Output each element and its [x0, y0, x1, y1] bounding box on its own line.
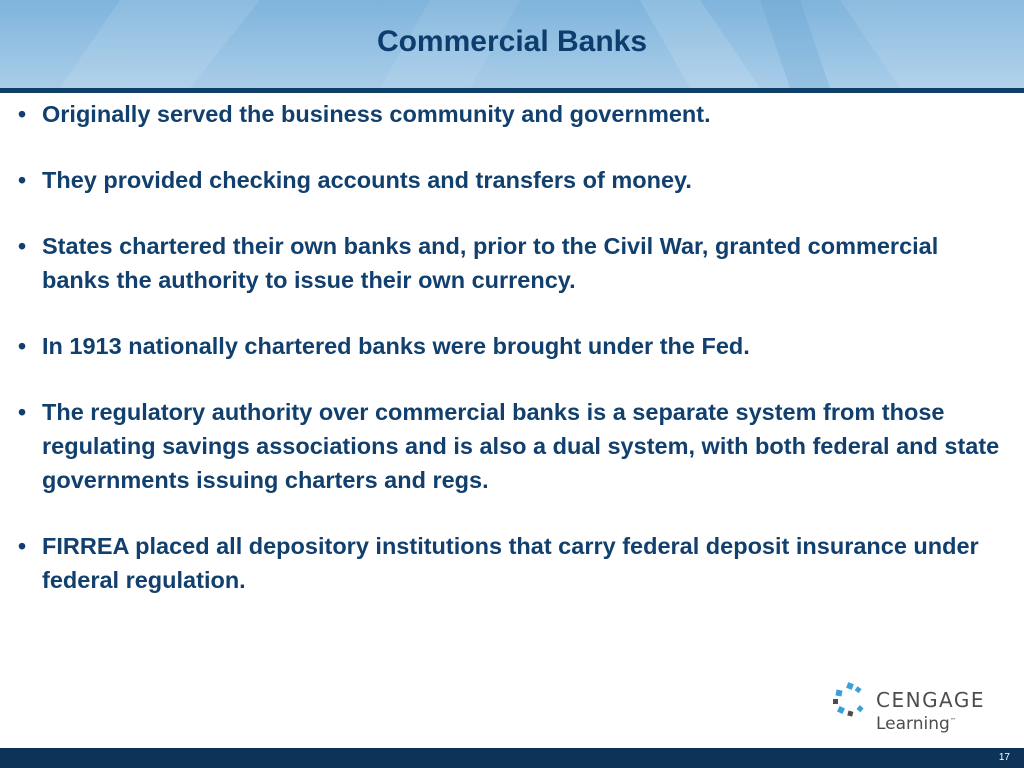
bullet-text: The regulatory authority over commercial banks is a separate system from those regulating savings associations and is also a dual system, with both federal and state governments issuing charters and regs.	[42, 399, 1000, 493]
logo-sub-text: Learning	[876, 714, 950, 734]
bullet-item	[18, 163, 1002, 197]
bullet-text: Originally served the business community and government.	[42, 101, 711, 127]
bullet-marker: •	[18, 399, 27, 425]
logo-trademark: ™	[949, 717, 956, 725]
bullet-marker: •	[18, 233, 27, 259]
bullet-text: FIRREA placed all depository institutions that carry federal deposit insurance under federal regulation.	[42, 533, 979, 593]
footer-bar	[0, 748, 1024, 768]
bullet-item	[18, 529, 1002, 597]
bullet-list	[18, 97, 1002, 629]
bullet-text: In 1913 nationally chartered banks were brought under the Fed.	[42, 333, 750, 359]
page-number: 17	[998, 752, 1010, 763]
bullet-marker: •	[18, 167, 27, 193]
bullet-marker: •	[18, 533, 27, 559]
bullet-marker: •	[18, 101, 27, 127]
logo-name: CENGAGE	[876, 688, 986, 712]
bullet-item	[18, 97, 1002, 131]
bullet-item	[18, 395, 1002, 497]
bullet-item	[18, 329, 1002, 363]
bullet-item	[18, 229, 1002, 297]
bullet-marker: •	[18, 333, 27, 359]
bullet-text: States chartered their own banks and, prior to the Civil War, granted commercial banks the authority to issue their own currency.	[42, 233, 939, 293]
slide-title: Commercial Banks	[376, 25, 648, 58]
header-rule	[0, 88, 1024, 93]
cengage-pinwheel-icon	[832, 682, 868, 718]
cengage-logo	[832, 680, 986, 740]
logo-sub	[876, 714, 956, 734]
bullet-text: They provided checking accounts and transfers of money.	[42, 167, 692, 193]
